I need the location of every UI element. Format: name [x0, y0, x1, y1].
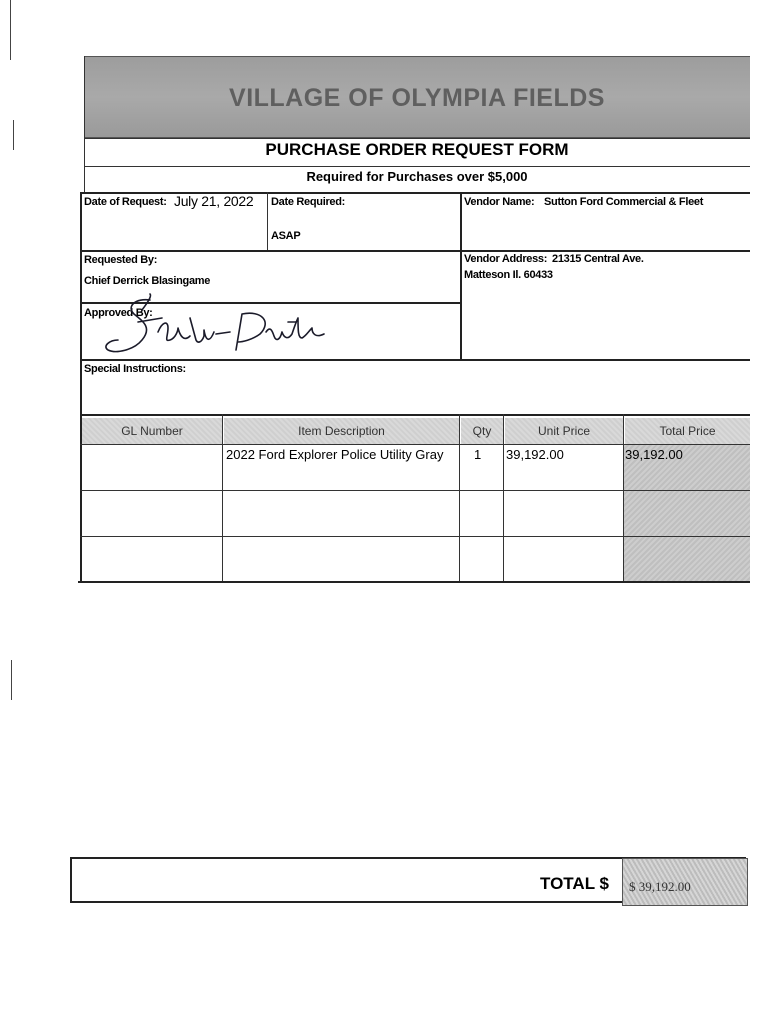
- vendor-address-label: Vendor Address:: [464, 253, 548, 265]
- requested-by-label: Requested By:: [84, 254, 158, 266]
- total-value: $ 39,192.00: [629, 879, 691, 894]
- date-required-label: Date Required:: [271, 196, 346, 208]
- form-title: PURCHASE ORDER REQUEST FORM: [265, 140, 569, 159]
- scan-edge-mark: [13, 120, 14, 150]
- date-of-request-label: Date of Request:: [84, 196, 167, 208]
- table-row-total-price: 39,192.00: [625, 447, 683, 462]
- vendor-address-line2: Matteson Il. 60433: [464, 269, 553, 281]
- date-of-request-value: July 21, 2022: [174, 193, 254, 209]
- table-row-unit-price: 39,192.00: [506, 447, 564, 462]
- form-subtitle: Required for Purchases over $5,000: [306, 169, 528, 184]
- divider: [460, 192, 462, 360]
- table-row-qty: 1: [474, 447, 482, 462]
- column-divider: [459, 414, 460, 582]
- date-required-value: ASAP: [271, 230, 301, 242]
- scan-edge-mark: [11, 660, 12, 700]
- total-label: TOTAL $: [540, 874, 609, 893]
- divider: [80, 414, 750, 416]
- column-header-qty: Qty: [461, 418, 503, 444]
- special-instructions-label: Special Instructions:: [84, 363, 186, 375]
- vendor-name-label: Vendor Name:: [464, 196, 535, 208]
- divider: [84, 138, 750, 139]
- requested-by-value: Chief Derrick Blasingame: [84, 275, 211, 287]
- divider: [84, 166, 750, 167]
- column-header-unit-price: Unit Price: [505, 418, 623, 444]
- column-header-item-description: Item Description: [224, 418, 459, 444]
- column-divider: [222, 414, 223, 582]
- approved-by-label: Approved By:: [84, 307, 153, 319]
- divider: [267, 192, 268, 250]
- divider: [80, 359, 750, 361]
- table-bottom-border: [78, 581, 750, 583]
- total-value-box: [622, 858, 748, 906]
- scan-edge-mark: [10, 0, 11, 60]
- column-header-total-price: Total Price: [625, 418, 750, 444]
- table-row-divider: [80, 490, 750, 491]
- vendor-name-value: Sutton Ford Commercial & Fleet: [544, 196, 704, 208]
- approver-signature: [92, 292, 352, 364]
- form-left-border: [84, 56, 85, 192]
- vendor-address-line1: 21315 Central Ave.: [552, 253, 644, 265]
- table-row-description: 2022 Ford Explorer Police Utility Gray: [226, 447, 444, 462]
- total-price-column-shade: [624, 445, 750, 581]
- organization-name: VILLAGE OF OLYMPIA FIELDS: [229, 84, 605, 112]
- column-divider: [503, 414, 504, 582]
- divider: [80, 250, 750, 252]
- column-header-gl-number: GL Number: [82, 418, 222, 444]
- table-row-divider: [80, 536, 750, 537]
